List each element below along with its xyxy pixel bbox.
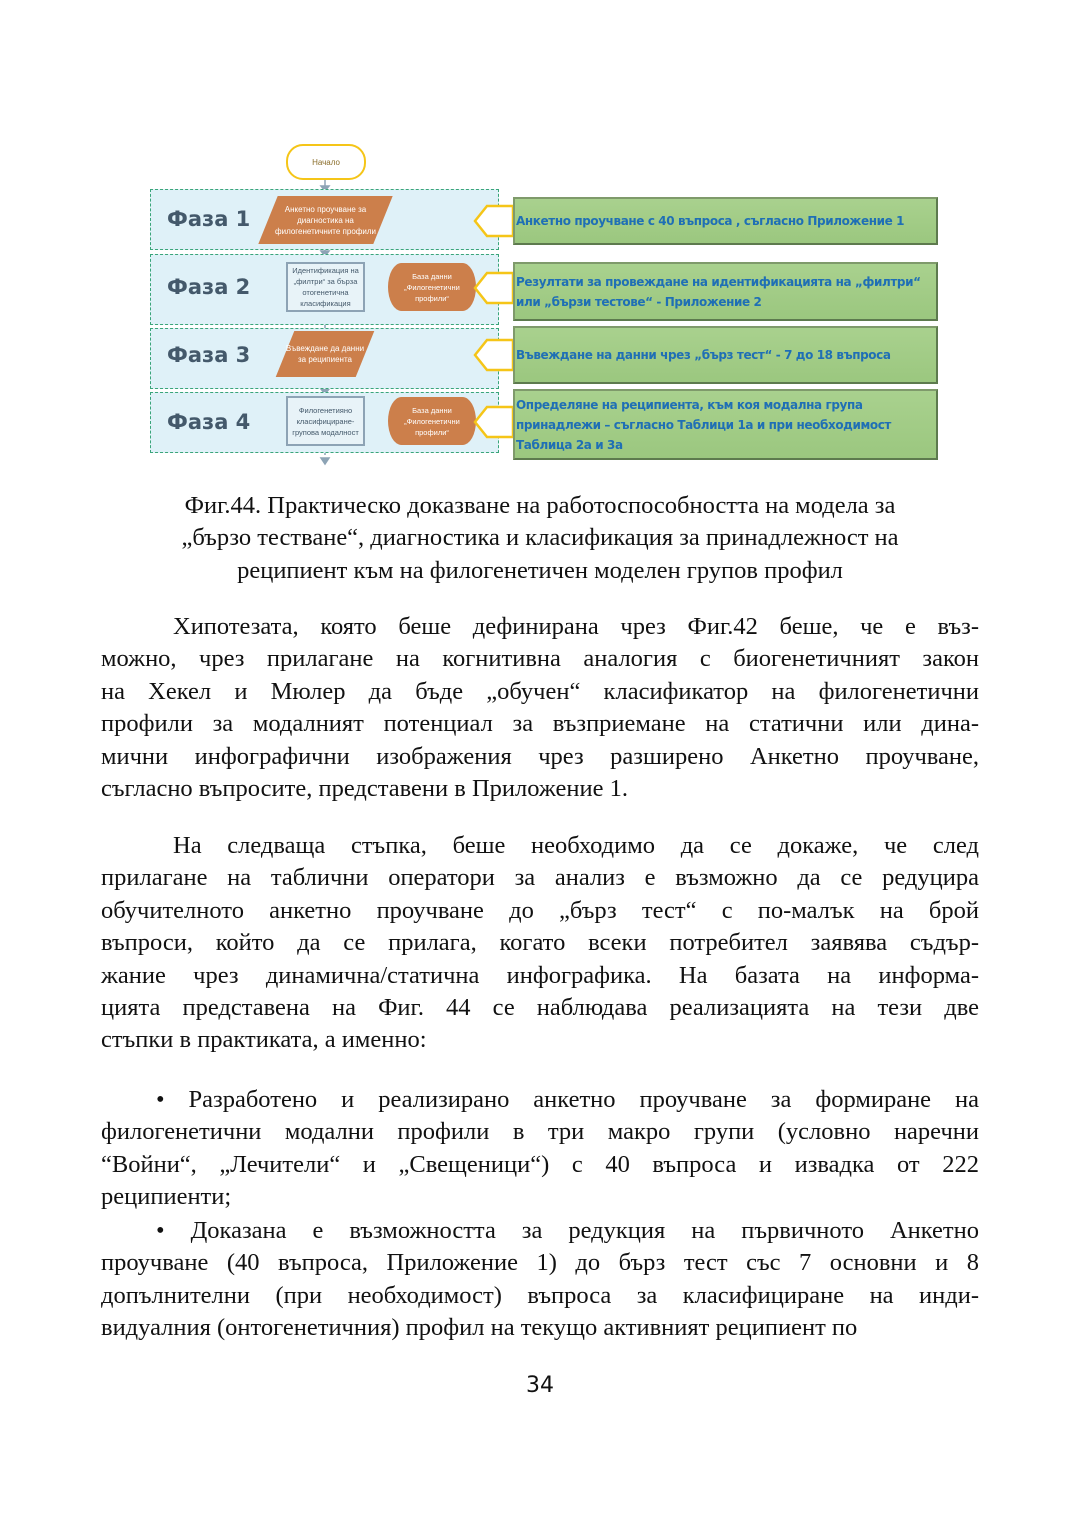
chevron-callout-icon (473, 271, 515, 305)
paragraph-line: можно, чрез прилагане на когнитивна аналогия с биогенетичният закон (101, 645, 979, 673)
input-data-shape: Въвеждане да данни за реципиента (285, 331, 365, 377)
phase-2-note: Резултати за провеждане на идентификацията на „филтри“ или „бързи тестове“ - Приложение 2 (513, 262, 938, 321)
paragraph-line: съгласно въпросите, представени в Приложение 1. (101, 775, 628, 802)
phase-label: Фаза 3 (167, 343, 251, 367)
chevron-callout-icon (473, 204, 515, 238)
paragraph-line: цията представена на Фиг. 44 се наблюдава реализацията на тези две (101, 994, 979, 1021)
paragraph-line: профили за модалният потенциал за възприемане на статични или дина- (101, 710, 979, 738)
paragraph-line: стъпки в практиката, а именно: (101, 1026, 427, 1054)
database-shape: База данни „Филогенетични профили“ (388, 397, 476, 445)
paragraph-line: жание чрез динамична/статична инфографика. На базата на информа- (101, 961, 979, 989)
phase-label: Фаза 1 (167, 207, 251, 231)
identify-process-box: Идентификация на „филтри“ за бърза отогенетична класификация (286, 262, 365, 312)
chevron-callout-icon (473, 338, 515, 372)
phase-label: Фаза 4 (167, 410, 251, 434)
classify-process-box: Филогенетияно класифициране- групова модалност (286, 396, 365, 446)
paragraph-line: мични инфографични изображения чрез разширено Анкетно проучване, (101, 742, 979, 770)
paragraph-line: въпроси, който да се прилага, когато всеки потребител заявява съдър- (101, 929, 979, 957)
paragraph-line: проучване (40 въпроса, Приложение 1) до бърз тест със 7 основни и 8 (101, 1249, 979, 1277)
figure-caption: реципиент към на филогенетичен моделен групов профил (237, 557, 843, 584)
page-number: 34 (526, 1373, 554, 1398)
database-shape: База данни „Филогенетични профили“ (388, 263, 476, 311)
paragraph-line: прилагане на таблични оператори за анализ е възможно да се редуцира (101, 864, 979, 892)
phase-4-note: Определяне на реципиента, към коя модална група принадлежи – съгласно Таблици 1а и при необходимост Таблица 2а и 3а (513, 389, 938, 460)
start-terminal: Начало (286, 144, 366, 180)
paragraph-line: Хипотезата, която беше дефинирана чрез Фиг.42 беше, че е въз- (173, 613, 979, 640)
paragraph-line: На следваща стъпка, беше необходимо да се докаже, че след (173, 832, 979, 859)
paragraph-line: видуалния (онтогенетичния) профил на текущо активният реципиент по (101, 1314, 858, 1342)
figure-caption: Фиг.44. Практическо доказване на работоспособността на модела за (184, 492, 896, 519)
paragraph-line: допълнителни (при необходимост) въпроса за класифициране на инди- (101, 1281, 979, 1309)
chevron-callout-icon (473, 405, 515, 439)
bullet-list-item-line: • Разработено и реализирано анкетно проучване за формиране на (156, 1086, 979, 1113)
paragraph-line: обучителното анкетно проучване до „бърз тест“ с по-малък на брой (101, 896, 979, 924)
phase-1-note: Анкетно проучване с 40 въпроса , съгласно Приложение 1 (513, 197, 938, 245)
bullet-list-item-line: • Доказана е възможността за редукция на първичното Анкетно (156, 1217, 979, 1244)
phase-label: Фаза 2 (167, 275, 251, 299)
paragraph-line: “Войни“, „Лечители“ и „Свещеници“) с 40 въпроса и извадка от 222 (101, 1150, 979, 1178)
figure-caption: „бързо тестване“, диагностика и класификация за принадлежност на (181, 524, 899, 551)
phase-3-note: Въвеждане на данни чрез „бърз тест“ - 7 до 18 въпроса (513, 326, 938, 384)
survey-input-shape: Анкетно проучване за диагностика на филогенетичните профили (268, 196, 383, 244)
paragraph-line: филогенетични модални профили в три макро групи (условно наречни (101, 1118, 979, 1146)
paragraph-line: реципиенти; (101, 1183, 232, 1211)
paragraph-line: на Хекел и Мюлер да бъде „обучен“ класификатор на филогенетични (101, 677, 979, 705)
